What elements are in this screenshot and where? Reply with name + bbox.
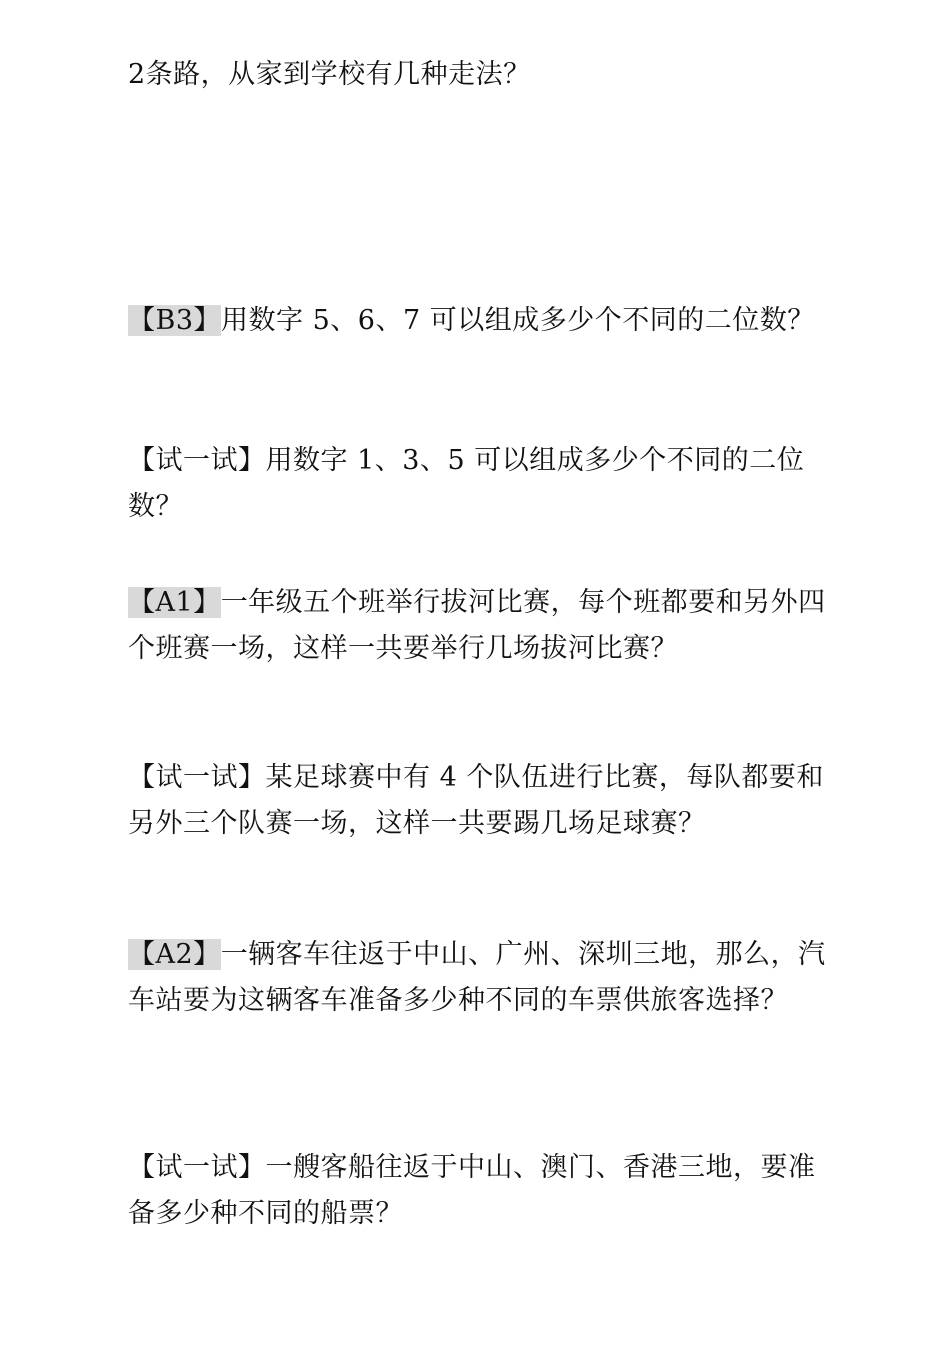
problem-line: 一年级五个班举行拔河比赛，每个班都要和另外四 [220, 587, 826, 618]
intro-text: 2条路，从家到学校有几种走法？ [128, 59, 531, 90]
problem-tag: 【B3】 [128, 305, 222, 336]
problem-b3 [128, 298, 828, 344]
problem-tag: 【试一试】 [128, 445, 266, 476]
problem-try-1 [128, 438, 828, 530]
intro-line [128, 52, 828, 98]
problem-line: 另外三个队赛一场，这样一共要踢几场足球赛？ [128, 808, 706, 839]
problem-tag: 【试一试】 [128, 762, 266, 793]
problem-line: 一艘客船往返于中山、澳门、香港三地，要准 [265, 1152, 816, 1183]
problem-try-2 [128, 755, 828, 847]
problem-line: 用数字 5、6、7 可以组成多少个不同的二位数？ [221, 305, 815, 336]
problem-try-3 [128, 1145, 828, 1237]
problem-a1 [128, 580, 828, 672]
problem-tag: 【试一试】 [128, 1152, 266, 1183]
problem-a2 [128, 932, 828, 1024]
problem-line: 用数字 1、3、5 可以组成多少个不同的二位数？ [128, 445, 805, 522]
problem-line: 一辆客车往返于中山、广州、深圳三地，那么，汽 [220, 939, 826, 970]
problem-line: 个班赛一场，这样一共要举行几场拔河比赛？ [128, 633, 678, 664]
problem-line: 车站要为这辆客车准备多少种不同的车票供旅客选择？ [128, 985, 788, 1016]
problem-tag: 【A2】 [128, 939, 221, 970]
problem-tag: 【A1】 [128, 587, 221, 618]
problem-line: 备多少种不同的船票？ [128, 1198, 403, 1229]
problem-line: 某足球赛中有 4 个队伍进行比赛，每队都要和 [265, 762, 824, 793]
